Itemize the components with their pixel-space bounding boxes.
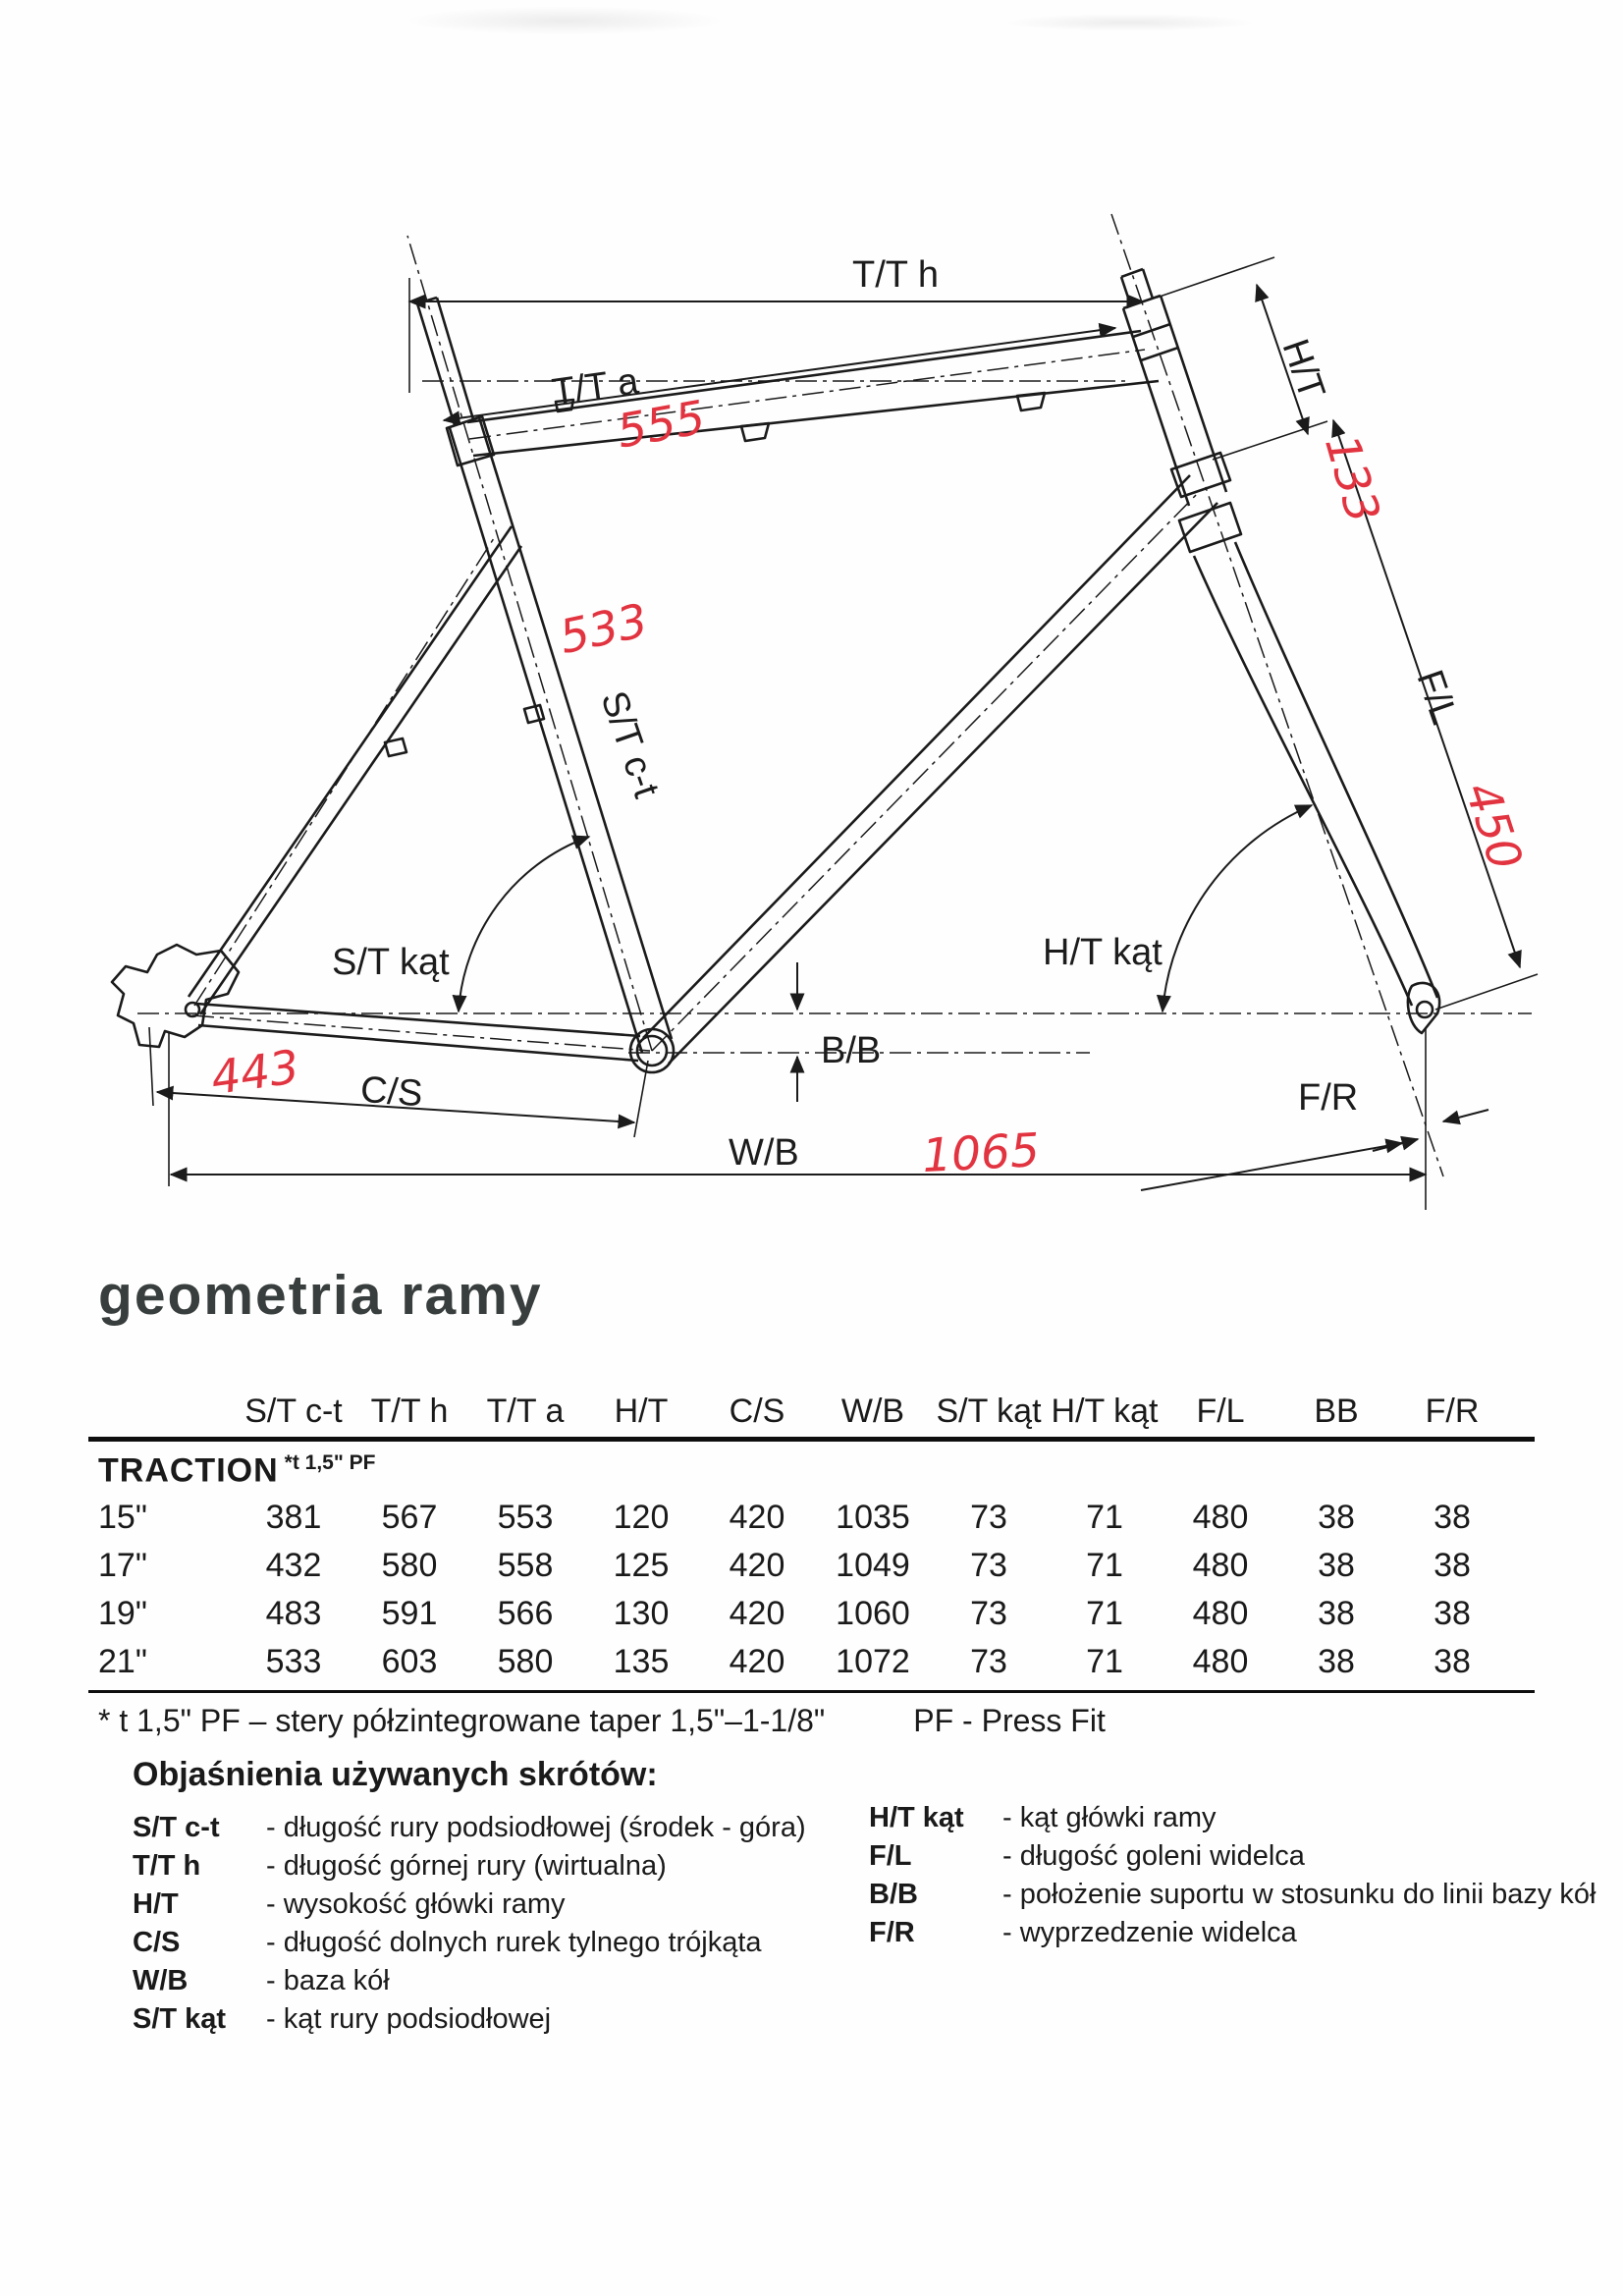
legend-heading: Objaśnienia używanych skrótów:	[133, 1756, 658, 1793]
legend-term: S/T c-t	[133, 1812, 220, 1843]
table-cell: 71	[1086, 1499, 1123, 1537]
legend-term: C/S	[133, 1927, 181, 1958]
legend-item	[869, 1876, 1615, 1914]
handwritten-tt-a: 555	[613, 390, 710, 460]
table-header: W/B	[840, 1393, 905, 1430]
handwritten-f-l: 450	[1453, 776, 1533, 877]
model-note: *t 1,5" PF	[284, 1451, 376, 1474]
label-f-l: F/L	[1408, 665, 1466, 730]
geometry-table	[88, 1393, 1535, 1739]
table-cell: 567	[381, 1499, 438, 1537]
legend-term: S/T kąt	[133, 2003, 227, 2035]
legend-definition: - wysokość główki ramy	[266, 1888, 566, 1920]
legend-term: T/T h	[133, 1850, 201, 1882]
table-header: S/T kąt	[936, 1393, 1042, 1430]
legend-definition: - długość dolnych rurek tylnego trójkąta	[266, 1927, 762, 1958]
footnote-pressfit: PF - Press Fit	[913, 1703, 1106, 1739]
table-group-row	[88, 1442, 1535, 1494]
table-cell: 38	[1434, 1595, 1471, 1633]
label-f-r: F/R	[1298, 1077, 1359, 1119]
table-header: S/T c-t	[244, 1393, 343, 1430]
table-cell: 432	[265, 1547, 322, 1585]
legend-item	[869, 1914, 1615, 1952]
table-cell: 38	[1318, 1643, 1355, 1681]
label-st-kat: S/T kąt	[332, 942, 450, 983]
legend-item	[869, 1799, 1615, 1837]
table-cell: 73	[970, 1643, 1007, 1681]
table-cell: 603	[381, 1643, 438, 1681]
table-cell: 38	[1318, 1547, 1355, 1585]
table-cell: 38	[1318, 1595, 1355, 1633]
label-h-t: H/T	[1273, 334, 1333, 405]
table-cell: 420	[729, 1547, 785, 1585]
legend-item	[133, 1962, 879, 2000]
legend-definition: - wyprzedzenie widelca	[1002, 1917, 1297, 1948]
legend-definition: - położenie suportu w stosunku do linii bazy kół	[1002, 1879, 1596, 1910]
table-cell: 73	[970, 1547, 1007, 1585]
legend-definition: - kąt rury podsiodłowej	[266, 2003, 552, 2035]
legend-item	[133, 1924, 879, 1962]
legend-definition: - długość górnej rury (wirtualna)	[266, 1850, 667, 1882]
table-cell: 420	[729, 1643, 785, 1681]
frame-size: 19"	[98, 1595, 147, 1633]
table-cell: 580	[381, 1547, 438, 1585]
table-cell: 130	[613, 1595, 670, 1633]
table-cell: 483	[265, 1595, 322, 1633]
table-cell: 480	[1192, 1547, 1249, 1585]
table-header: BB	[1314, 1393, 1359, 1430]
table-header: T/T h	[370, 1393, 449, 1430]
label-c-s: C/S	[358, 1068, 424, 1116]
model-name: TRACTION	[98, 1451, 279, 1490]
table-cell: 71	[1086, 1643, 1123, 1681]
label-w-b: W/B	[729, 1132, 799, 1174]
table-cell: 480	[1192, 1499, 1249, 1537]
table-row	[88, 1638, 1535, 1686]
label-st-c-t: S/T c-t	[592, 685, 668, 803]
legend-item	[133, 2000, 879, 2039]
handwritten-st-c-t: 533	[555, 593, 653, 666]
dimension-labels	[332, 254, 1465, 1174]
table-cell: 38	[1434, 1547, 1471, 1585]
table-header-size	[88, 1431, 236, 1437]
table-footnote	[88, 1693, 1535, 1739]
table-header: C/S	[729, 1393, 785, 1430]
table-header: T/T a	[486, 1393, 565, 1430]
table-cell: 420	[729, 1499, 785, 1537]
table-cell: 71	[1086, 1595, 1123, 1633]
table-cell: 120	[613, 1499, 670, 1537]
table-cell: 125	[613, 1547, 670, 1585]
table-cell: 381	[265, 1499, 322, 1537]
legend-item	[133, 1886, 879, 1924]
table-header: F/R	[1425, 1393, 1480, 1430]
table-cell: 558	[497, 1547, 554, 1585]
table-cell: 1049	[836, 1547, 910, 1585]
table-header: F/L	[1196, 1393, 1245, 1430]
label-tt-a: T/T a	[549, 360, 641, 414]
table-cell: 420	[729, 1595, 785, 1633]
label-ht-kat: H/T kąt	[1043, 932, 1163, 973]
table-cell: 38	[1318, 1499, 1355, 1537]
frame-size: 21"	[98, 1643, 147, 1681]
table-cell: 38	[1434, 1499, 1471, 1537]
table-cell: 580	[497, 1643, 554, 1681]
handwritten-w-b: 1065	[920, 1122, 1042, 1184]
table-cell: 480	[1192, 1595, 1249, 1633]
legend-definition: - kąt główki ramy	[1002, 1802, 1217, 1833]
page-title: geometria ramy	[98, 1264, 543, 1327]
legend-item	[133, 1809, 879, 1847]
frame-tubes	[112, 269, 1439, 1072]
legend-item	[133, 1847, 879, 1886]
table-header-row	[88, 1393, 1535, 1442]
table-row	[88, 1590, 1535, 1638]
legend-right-column	[869, 1799, 1615, 1952]
table-cell: 1072	[836, 1643, 910, 1681]
legend-term: H/T	[133, 1888, 179, 1920]
table-cell: 591	[381, 1595, 438, 1633]
legend-term: W/B	[133, 1965, 189, 1996]
table-cell: 1060	[836, 1595, 910, 1633]
handwritten-c-s: 443	[207, 1040, 303, 1107]
table-cell: 38	[1434, 1643, 1471, 1681]
legend-term: H/T kąt	[869, 1802, 964, 1833]
legend-definition: - długość rury podsiodłowej (środek - góra)	[266, 1812, 806, 1843]
table-cell: 135	[613, 1643, 670, 1681]
table-header: H/T	[614, 1393, 669, 1430]
legend-term: F/L	[869, 1840, 912, 1872]
table-body	[88, 1494, 1535, 1693]
legend-definition: - baza kół	[266, 1965, 390, 1996]
legend-definition: - długość goleni widelca	[1002, 1840, 1305, 1872]
frame-size: 15"	[98, 1499, 147, 1537]
label-b-b: B/B	[821, 1030, 882, 1071]
footnote-headset: * t 1,5" PF – stery półzintegrowane taper 1,5"–1-1/8"	[98, 1703, 826, 1739]
table-cell: 533	[265, 1643, 322, 1681]
table-row	[88, 1494, 1535, 1542]
label-tt-h: T/T h	[852, 254, 939, 296]
legend-left-column	[133, 1809, 879, 2039]
table-cell: 480	[1192, 1643, 1249, 1681]
legend-term: F/R	[869, 1917, 915, 1948]
legend-item	[869, 1837, 1615, 1876]
table-cell: 73	[970, 1595, 1007, 1633]
table-cell: 73	[970, 1499, 1007, 1537]
table-cell: 1035	[836, 1499, 910, 1537]
table-header: H/T kąt	[1051, 1393, 1159, 1430]
table-cell: 71	[1086, 1547, 1123, 1585]
handwritten-h-t: 133	[1314, 429, 1390, 529]
table-cell: 553	[497, 1499, 554, 1537]
legend-term: B/B	[869, 1879, 918, 1910]
table-cell: 566	[497, 1595, 554, 1633]
frame-size: 17"	[98, 1547, 147, 1585]
table-row	[88, 1542, 1535, 1590]
